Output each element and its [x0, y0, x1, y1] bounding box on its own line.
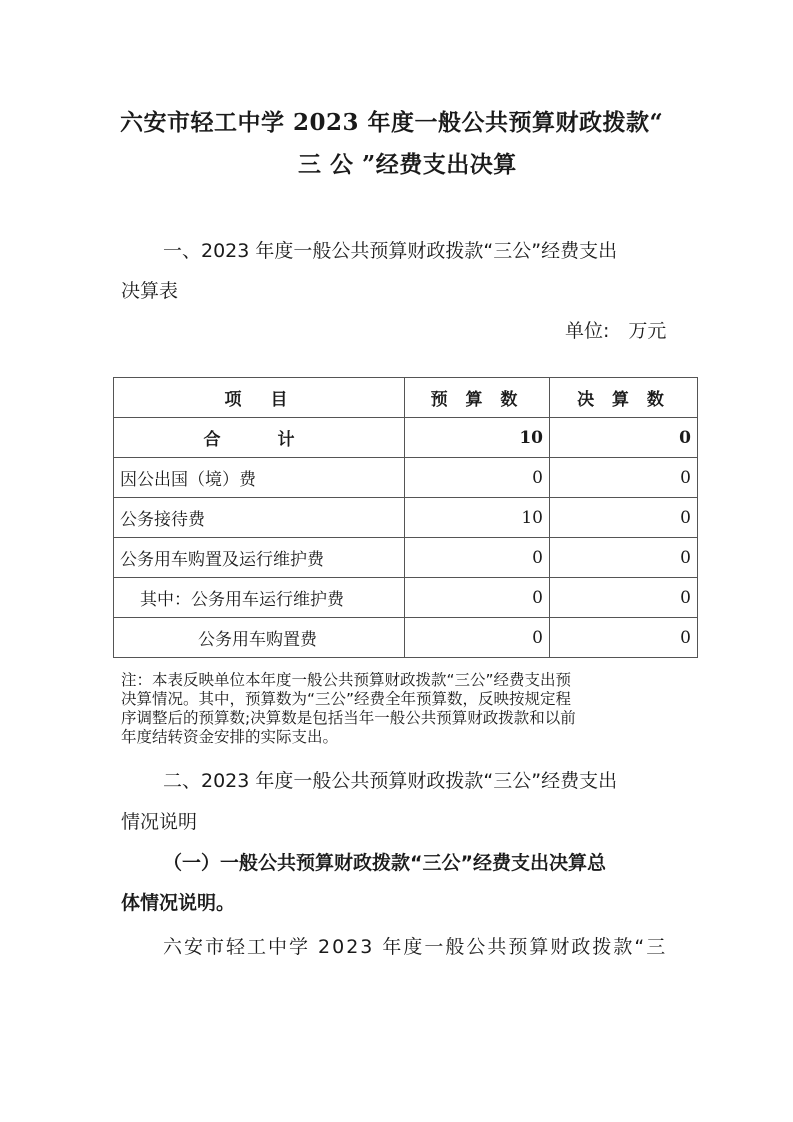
body-paragraph-line1: 六安市轻工中学 2023 年度一般公共预算财政拨款“三 — [163, 936, 668, 958]
unit-label: 单位: 万元 — [565, 320, 667, 342]
table-row — [114, 578, 698, 618]
table-header-row — [114, 378, 698, 418]
table-row-total — [114, 418, 698, 458]
three-public-expenses-table — [113, 377, 698, 658]
header-actual: 决 算 数 — [550, 378, 698, 418]
row-label: 合 计 — [114, 418, 405, 458]
table-row — [114, 618, 698, 658]
header-item: 项 目 — [114, 378, 405, 418]
row-budget: 0 — [405, 618, 550, 658]
section2-heading-line2: 情况说明 — [121, 811, 198, 833]
table-note — [121, 671, 681, 747]
subsection-heading-line2: 体情况说明。 — [121, 892, 236, 914]
row-actual: 0 — [550, 618, 698, 658]
section2-heading-line1: 二、2023 年度一般公共预算财政拨款“三公”经费支出 — [163, 770, 618, 792]
row-budget: 0 — [405, 538, 550, 578]
row-budget: 0 — [405, 458, 550, 498]
row-label: 因公出国（境）费 — [114, 458, 405, 498]
section1-heading-line2: 决算表 — [121, 280, 179, 302]
row-actual: 0 — [550, 498, 698, 538]
row-budget: 10 — [405, 498, 550, 538]
row-actual: 0 — [550, 418, 698, 458]
subsection-heading-line1: （一）一般公共预算财政拨款“三公”经费支出决算总 — [163, 852, 606, 874]
row-actual: 0 — [550, 538, 698, 578]
note-line: 决算情况。其中，预算数为“三公”经费全年预算数，反映按规定程 — [121, 690, 572, 708]
document-title-line1: 六安市轻工中学 2023 年度一般公共预算财政拨款“ — [120, 109, 664, 136]
row-budget: 10 — [405, 418, 550, 458]
row-label: 其中：公务用车运行维护费 — [114, 578, 405, 618]
note-line: 序调整后的预算数;决算数是包括当年一般公共预算财政拨款和以前 — [121, 709, 576, 727]
row-actual: 0 — [550, 578, 698, 618]
table-row — [114, 498, 698, 538]
note-line: 注：本表反映单位本年度一般公共预算财政拨款“三公”经费支出预 — [121, 671, 572, 689]
row-label: 公务接待费 — [114, 498, 405, 538]
row-budget: 0 — [405, 578, 550, 618]
row-label: 公务用车购置费 — [114, 618, 405, 658]
table-row — [114, 538, 698, 578]
header-budget: 预 算 数 — [405, 378, 550, 418]
note-line: 年度结转资金安排的实际支出。 — [121, 728, 339, 746]
row-actual: 0 — [550, 458, 698, 498]
document-title-line2: 三 公 ”经费支出决算 — [298, 151, 517, 178]
section1-heading-line1: 一、2023 年度一般公共预算财政拨款“三公”经费支出 — [163, 240, 618, 262]
row-label: 公务用车购置及运行维护费 — [114, 538, 405, 578]
table-row — [114, 458, 698, 498]
